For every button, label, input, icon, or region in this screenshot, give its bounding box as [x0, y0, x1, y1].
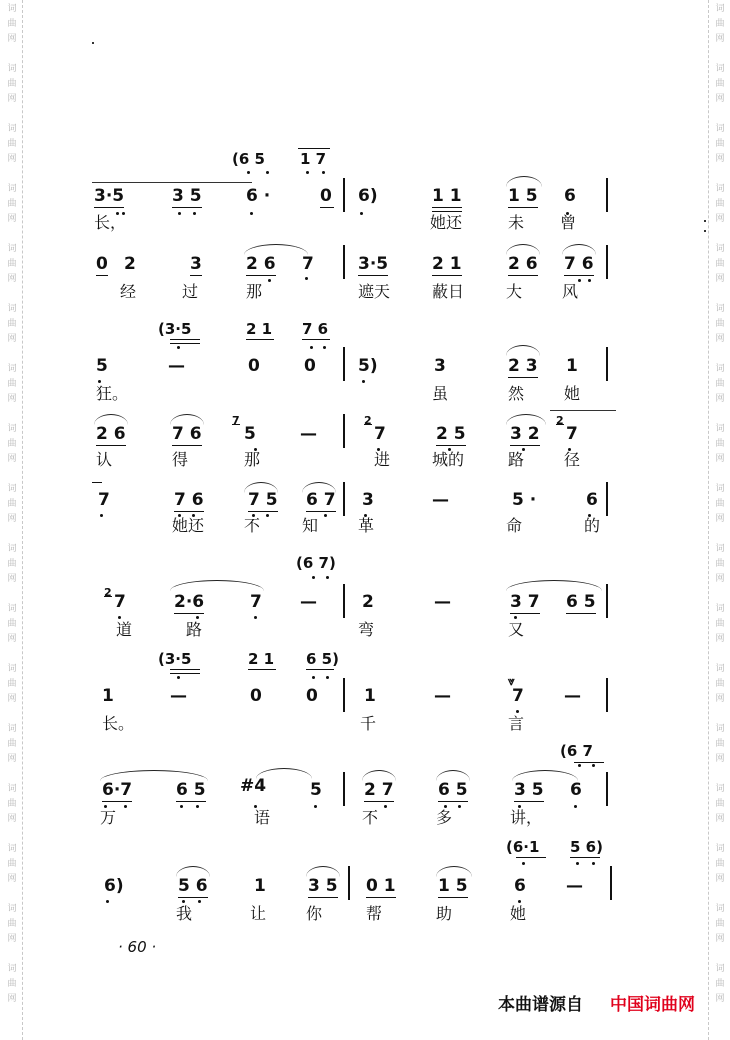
score-lyric: 她还 — [172, 516, 205, 535]
score-note: 3 — [434, 356, 446, 376]
watermark-char: 词 — [7, 964, 17, 974]
watermark-char: 网 — [715, 514, 725, 524]
score-note: 3 5 — [514, 780, 544, 800]
score-lyric: 经 — [120, 282, 137, 301]
score-note: 6 — [514, 876, 526, 896]
score-lyric: 长。 — [102, 714, 135, 733]
watermark-char: 词 — [7, 904, 17, 914]
score-annotation: (6 5 — [232, 150, 265, 168]
watermark-char: 曲 — [715, 739, 725, 749]
score-note: — — [170, 686, 187, 706]
score-grace-note: 2 — [364, 414, 372, 427]
watermark-char: 曲 — [7, 559, 17, 569]
score-note: 6·7 — [102, 780, 133, 800]
watermark-char: 网 — [7, 334, 17, 344]
score-note: 1 — [254, 876, 266, 896]
watermark-char: 网 — [715, 874, 725, 884]
score-note: 5 — [96, 356, 108, 376]
score-lyric: 道 — [116, 620, 133, 639]
watermark-char: 词 — [7, 364, 17, 374]
score-lyric: 路 — [186, 620, 203, 639]
watermark-char: 词 — [715, 664, 725, 674]
score-note: 2 1 — [432, 254, 462, 274]
score-grace-note: 2 — [104, 586, 112, 599]
score-lyric: 那 — [244, 450, 261, 469]
score-note: 6 5 — [438, 780, 468, 800]
watermark-char: 曲 — [715, 439, 725, 449]
watermark-char: 网 — [715, 454, 725, 464]
watermark-char: 曲 — [7, 859, 17, 869]
score-note: 1 — [566, 356, 578, 376]
watermark-char: 曲 — [7, 199, 17, 209]
watermark-char: 曲 — [715, 979, 725, 989]
score-lyric: 过 — [182, 282, 199, 301]
watermark-char: 曲 — [715, 619, 725, 629]
watermark-char: 曲 — [715, 319, 725, 329]
score-lyric: 革 — [358, 516, 375, 535]
watermark-char: 词 — [7, 604, 17, 614]
score-lyric: 长， — [94, 213, 127, 232]
score-lyric: 的 — [584, 516, 601, 535]
watermark-char: 词 — [715, 844, 725, 854]
score-lyric: 不 — [362, 808, 379, 827]
watermark-char: 网 — [715, 34, 725, 44]
watermark-char: 曲 — [7, 319, 17, 329]
score-note: 6 5 — [176, 780, 206, 800]
watermark-char: 曲 — [715, 859, 725, 869]
watermark-char: 曲 — [7, 139, 17, 149]
score-annotation: 6 5) — [306, 650, 339, 668]
watermark-char: 曲 — [7, 379, 17, 389]
score-note: 3 5 — [308, 876, 338, 896]
watermark-char: 网 — [715, 934, 725, 944]
watermark-char: 曲 — [715, 679, 725, 689]
score-note: 5 6 — [178, 876, 208, 896]
score-lyric: 帮 — [366, 904, 383, 923]
watermark-char: 词 — [7, 664, 17, 674]
score-lyric: 我 — [176, 904, 193, 923]
score-annotation: (6 7) — [296, 554, 336, 572]
watermark-char: 词 — [7, 64, 17, 74]
score-lyric: 曾 — [560, 213, 577, 232]
score-annotation: 7 6 — [302, 320, 329, 338]
score-lyric: 未 — [508, 213, 525, 232]
score-lyric: 城的 — [432, 450, 465, 469]
watermark-char: 词 — [7, 184, 17, 194]
watermark-char: 网 — [715, 634, 725, 644]
watermark-char: 曲 — [7, 679, 17, 689]
watermark-char: 词 — [7, 424, 17, 434]
watermark-char: 词 — [715, 484, 725, 494]
source-prefix: 本曲谱源自 — [498, 995, 583, 1015]
watermark-char: 词 — [715, 304, 725, 314]
watermark-char: 曲 — [715, 199, 725, 209]
score-note: 7 — [566, 424, 578, 444]
score-note: — — [432, 490, 449, 510]
watermark-char: 词 — [715, 424, 725, 434]
watermark-char: 网 — [7, 394, 17, 404]
score-note: 6) — [104, 876, 124, 896]
watermark-char: 曲 — [715, 19, 725, 29]
score-note: 2·6 — [174, 592, 205, 612]
watermark-char: 曲 — [7, 19, 17, 29]
watermark-char: 网 — [7, 994, 17, 1004]
score-note: 7 6 — [172, 424, 202, 444]
watermark-char: 词 — [7, 784, 17, 794]
score-note: — — [564, 686, 581, 706]
score-note: 0 — [320, 186, 332, 206]
score-lyric: 助 — [436, 904, 453, 923]
watermark-char: 网 — [715, 994, 725, 1004]
score-note: 7 — [374, 424, 386, 444]
score-lyric: 遮天 — [358, 282, 391, 301]
score-note: 2 7 — [364, 780, 394, 800]
watermark-char: 曲 — [7, 619, 17, 629]
score-annotation: 2 1 — [246, 320, 273, 338]
score-lyric: 她 — [510, 904, 527, 923]
score-lyric: 大 — [506, 282, 523, 301]
watermark-char: 曲 — [715, 139, 725, 149]
watermark-char: 网 — [7, 154, 17, 164]
watermark-char: 网 — [7, 754, 17, 764]
score-lyric: 蔽日 — [432, 282, 465, 301]
score-note: 7 — [512, 686, 524, 706]
source-site-link[interactable]: 中国词曲网 — [610, 995, 695, 1015]
score-note: 3 7 — [510, 592, 540, 612]
watermark-char: 网 — [7, 514, 17, 524]
watermark-char: 曲 — [715, 499, 725, 509]
score-note: 2 5 — [436, 424, 466, 444]
score-lyric: 知 — [302, 516, 319, 535]
watermark-char: 网 — [7, 94, 17, 104]
watermark-char: 词 — [715, 124, 725, 134]
score-note: 6) — [358, 186, 378, 206]
watermark-char: 网 — [7, 934, 17, 944]
watermark-char: 网 — [7, 814, 17, 824]
score-note: — — [566, 876, 583, 896]
watermark-char: 曲 — [715, 559, 725, 569]
watermark-char: 词 — [715, 784, 725, 794]
score-grace-note: 7 — [232, 414, 240, 427]
score-note: — — [168, 356, 185, 376]
score-note: 7 — [250, 592, 262, 612]
score-note: — — [434, 592, 451, 612]
watermark-char: 曲 — [715, 379, 725, 389]
score-note: 1 — [364, 686, 376, 706]
score-note: — — [434, 686, 451, 706]
score-note: 7 6 — [564, 254, 594, 274]
watermark-char: 网 — [7, 274, 17, 284]
score-lyric: 虽 — [432, 384, 449, 403]
score-lyric: 她还 — [430, 213, 463, 232]
score-note: 3·5 — [358, 254, 389, 274]
score-note: 2 — [362, 592, 374, 612]
score-note: 5) — [358, 356, 378, 376]
watermark-char: 曲 — [715, 79, 725, 89]
score-ornament: ⩔ — [508, 674, 515, 688]
score-lyric: 认 — [96, 450, 113, 469]
watermark-char: 网 — [7, 874, 17, 884]
watermark-char: 网 — [715, 574, 725, 584]
score-lyric: 讲， — [510, 808, 543, 827]
score-note: 0 — [96, 254, 108, 274]
score-note: 6 — [570, 780, 582, 800]
score-lyric: 径 — [564, 450, 581, 469]
score-annotation: (6·1 — [506, 838, 540, 856]
score-lyric: 然 — [508, 384, 525, 403]
score-note: 3 5 — [172, 186, 202, 206]
score-note: 1 — [102, 686, 114, 706]
watermark-char: 词 — [7, 724, 17, 734]
score-lyric: 言 — [508, 714, 525, 733]
score-note: 5 — [244, 424, 256, 444]
page-number: · 60 · — [118, 938, 157, 956]
score-note: 2 6 — [508, 254, 538, 274]
watermark-char: 曲 — [7, 79, 17, 89]
score-lyric: 让 — [250, 904, 267, 923]
watermark-char: 网 — [715, 154, 725, 164]
watermark-char: 曲 — [7, 799, 17, 809]
watermark-char: 词 — [715, 244, 725, 254]
watermark-char: 词 — [7, 244, 17, 254]
score-note: — — [300, 592, 317, 612]
watermark-char: 词 — [715, 604, 725, 614]
score-lyric: 多 — [436, 808, 453, 827]
score-lyric: 弯 — [358, 620, 375, 639]
watermark-char: 曲 — [7, 259, 17, 269]
score-note: 7 — [302, 254, 314, 274]
score-note: 3 — [190, 254, 202, 274]
watermark-char: 词 — [715, 544, 725, 554]
score-lyric: 不 — [244, 516, 261, 535]
watermark-char: 曲 — [7, 979, 17, 989]
watermark-char: 网 — [7, 694, 17, 704]
score-grace-note: 2 — [556, 414, 564, 427]
watermark-char: 曲 — [7, 499, 17, 509]
score-note: 3·5 — [94, 186, 125, 206]
score-lyric: 她 — [564, 384, 581, 403]
watermark-char: 曲 — [715, 919, 725, 929]
score-lyric: 千 — [360, 714, 377, 733]
score-note: 6 — [586, 490, 598, 510]
score-note: 7 5 — [248, 490, 278, 510]
score-annotation: (3·5 — [158, 650, 192, 668]
score-annotation: 5 6) — [570, 838, 603, 856]
watermark-char: 网 — [715, 94, 725, 104]
watermark-char: 网 — [7, 34, 17, 44]
score-note: 7 6 — [174, 490, 204, 510]
watermark-char: 曲 — [715, 259, 725, 269]
watermark-char: 曲 — [7, 739, 17, 749]
watermark-char: 网 — [7, 634, 17, 644]
watermark-char: 网 — [715, 214, 725, 224]
score-note: 7 — [114, 592, 126, 612]
score-note: 0 — [304, 356, 316, 376]
score-annotation: (6 7 — [560, 742, 593, 760]
watermark-char: 词 — [715, 364, 725, 374]
score-note: 6 5 — [566, 592, 596, 612]
score-lyric: 狂。 — [96, 384, 129, 403]
watermark-char: 网 — [7, 454, 17, 464]
score-note: 6 — [564, 186, 576, 206]
watermark-char: 词 — [715, 904, 725, 914]
score-note: 2 6 — [96, 424, 126, 444]
watermark-char: 网 — [715, 274, 725, 284]
score-note: 0 — [306, 686, 318, 706]
watermark-char: 词 — [715, 4, 725, 14]
watermark-char: 词 — [715, 964, 725, 974]
score-note: 1 5 — [508, 186, 538, 206]
score-note: 0 — [250, 686, 262, 706]
watermark-char: 词 — [7, 124, 17, 134]
score-lyric: 语 — [254, 808, 271, 827]
score-lyric: 你 — [306, 904, 323, 923]
watermark-char: 词 — [7, 304, 17, 314]
watermark-char: 网 — [7, 214, 17, 224]
score-note: 2 — [124, 254, 136, 274]
score-note: 3 2 — [510, 424, 540, 444]
watermark-char: 网 — [715, 814, 725, 824]
score-lyric: 命 — [506, 516, 523, 535]
score-note: — — [300, 424, 317, 444]
score-lyric: 那 — [246, 282, 263, 301]
watermark-char: 词 — [7, 844, 17, 854]
score-note: 6 · — [246, 186, 271, 206]
watermark-char: 词 — [715, 184, 725, 194]
score-note: 1 5 — [438, 876, 468, 896]
watermark-char: 网 — [7, 574, 17, 584]
score-annotation: 1 7 — [300, 150, 327, 168]
score-lyric: 又 — [508, 620, 525, 639]
score-note: 5 · — [512, 490, 537, 510]
score-lyric: 进 — [374, 450, 391, 469]
watermark-char: 词 — [715, 724, 725, 734]
watermark-char: 网 — [715, 394, 725, 404]
score-annotation: (3·5 — [158, 320, 192, 338]
watermark-char: 网 — [715, 334, 725, 344]
watermark-char: 曲 — [715, 799, 725, 809]
score-note: #4 — [240, 776, 267, 796]
watermark-char: 曲 — [7, 919, 17, 929]
score-note: 2 6 — [246, 254, 276, 274]
watermark-char: 词 — [715, 64, 725, 74]
watermark-char: 网 — [715, 694, 725, 704]
score-lyric: 得 — [172, 450, 189, 469]
score-note: 0 1 — [366, 876, 396, 896]
watermark-char: 网 — [715, 754, 725, 764]
score-annotation: 2 1 — [248, 650, 275, 668]
score-lyric: 万 — [100, 808, 117, 827]
score-note: 1 1 — [432, 186, 462, 206]
watermark-char: 词 — [7, 544, 17, 554]
score-note: 2 3 — [508, 356, 538, 376]
watermark-char: 词 — [7, 4, 17, 14]
score-note: 5 — [310, 780, 322, 800]
score-note: 7 — [98, 490, 110, 510]
watermark-char: 词 — [7, 484, 17, 494]
score-lyric: 风 — [562, 282, 579, 301]
watermark-char: 曲 — [7, 439, 17, 449]
score-lyric: 路 — [508, 450, 525, 469]
score-note: 0 — [248, 356, 260, 376]
score-note: 3 — [362, 490, 374, 510]
score-note: 6 7 — [306, 490, 336, 510]
